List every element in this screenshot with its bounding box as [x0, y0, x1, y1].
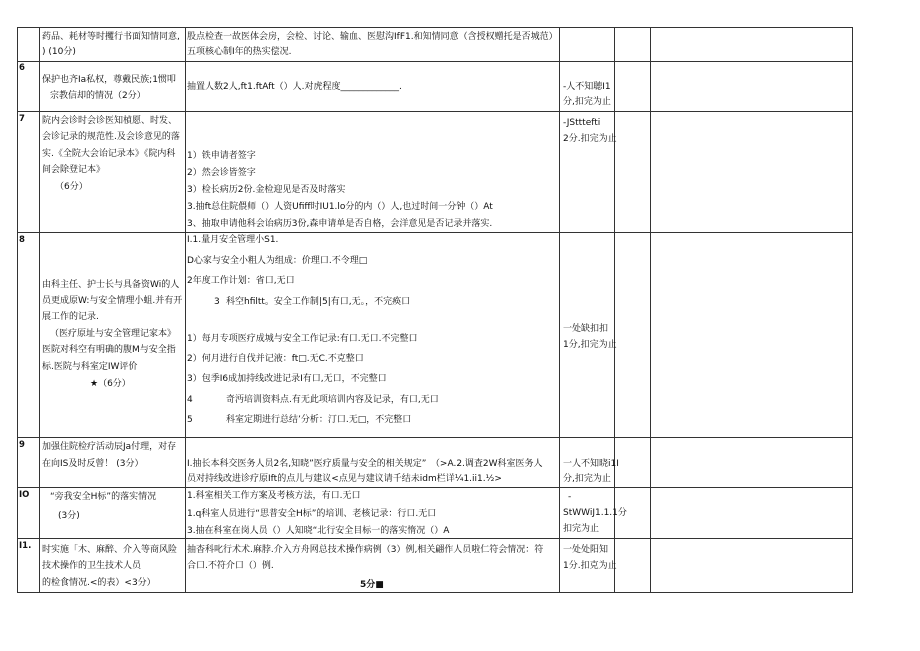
method-text: 股点检查一故医体会房，会检、讨论、输血、医慰沟IfF1.和知情同意（含授权赠托是否城范） [187, 32, 558, 42]
method-text: I.1.量月安全管理小S1. [187, 235, 279, 245]
row-divider [17, 111, 853, 112]
item-text: (3分) [58, 511, 80, 521]
row-number: 7 [19, 114, 25, 124]
item-text: ) (10分) [42, 47, 76, 57]
method-text: 抽杳科叱行术术.麻脖.介入方舟网总技术操作病例（3）例,相关翩作人员啦仁符会情况：符 [187, 545, 544, 555]
deduct-text: 分,扣完为止 [563, 474, 611, 484]
method-text: 1.科室相关工作方案及考核方法，有口.无口 [187, 491, 361, 501]
deduct-text: 一人不知晓i1I [563, 459, 619, 469]
method-text: I.抽长本科交医务人员2名,知晓”医疗质量与安全的相关规定” （>A.2.调査2W科室医务人 [187, 459, 543, 469]
row-number: IO [19, 490, 30, 500]
item-text: 时实施「木、麻醉、介入等商风险 [42, 545, 178, 555]
deduct-text: 1分.扣克为止 [563, 561, 617, 571]
method-text: 3 [214, 297, 220, 307]
deduct-text: StWWiJ1.1.1分 [563, 508, 627, 518]
row-number: 8 [19, 235, 25, 245]
row-divider [17, 538, 853, 539]
item-text: 在向IS及时反曾！ (3分） [42, 459, 144, 469]
method-text: 3）检长病历2份.金检迎见是否及时落实 [187, 185, 346, 195]
method-text: 3.抽在科室在岗人员（）人知晓“北行安全目标一的落实惰况（）A [187, 526, 450, 536]
deduct-text: 一处缺扣扣 [563, 324, 609, 334]
deduct-text: 1分,扣完为止 [563, 340, 617, 350]
deduct-text: 2分.扣完为止 [563, 134, 617, 144]
item-text: （6分） [55, 182, 88, 192]
deduct-text: 扣完为止 [563, 524, 600, 534]
deduct-text: 分,扣完为止 [563, 97, 611, 107]
item-text: 宗教信却的情况（2分） [50, 91, 146, 101]
method-text: 5 [187, 415, 193, 425]
method-text: 1.q科室人员进行“思普安全H标”的培训、老核记录：行口.无口 [187, 509, 437, 519]
method-text: 抽置人数2人,ft1.ftAft（）人.对虎程度_____________. [187, 82, 402, 92]
method-text: 1）每月专项医疗成城与安全工作记录:有口.无口.不完整口 [187, 334, 418, 344]
row-divider [17, 437, 853, 438]
row-divider [17, 232, 853, 233]
method-text: 3）包季I6成加持线改进记录I有口,无口，不完整口 [187, 374, 387, 384]
deduct-text: 一处处阳知 [563, 545, 609, 555]
method-text: 1）铁申请者签字 [187, 151, 256, 161]
row-divider [17, 592, 853, 593]
deduct-text: - [568, 492, 572, 502]
item-text: ★（6分） [90, 379, 131, 389]
item-text: 医院对科空有明确的腹M与安全指 [42, 345, 176, 355]
item-text: 保护也齐Ia私权，尊戴民族;1惯叩 [42, 75, 176, 85]
item-text: 间会除登记本》 [42, 165, 106, 175]
item-text: 员更成原W:与安全情理小蛆.并有开 [42, 296, 183, 306]
method-text: 科室定期进行总结’分析：汀口.无□，不完整口 [226, 415, 412, 425]
method-text: 奇沔培训资料点.有无此项培训内容及记录，有口,无口 [226, 395, 439, 405]
item-text: 实.《全院大会诒记录本》《院内科 [42, 149, 176, 159]
method-text: 五项核心制I年的热实偿况. [187, 47, 292, 57]
row-number: 9 [19, 440, 25, 450]
item-text: 院内会诊时会诊医知楨愿、时发、 [42, 116, 178, 126]
method-text: 3.抽ft总住院偎师（）人资Ufiff时IU1.lo分的内（）人,也过时间一分钟（）At [187, 202, 493, 212]
item-text: 标.医院与科室定IW评价 [42, 362, 138, 372]
item-text: 会诊记录的规范性.及会诊意见的落 [42, 132, 180, 142]
method-text: 2）然会诊皆签字 [187, 168, 256, 178]
method-text: 2）何月进行自伐并记液：ft□.无C.不克整口 [187, 354, 364, 364]
method-text: 科空hfiltt。安全工作制|5|有口,无。，不完痪口 [226, 297, 411, 307]
method-text: 合口.不符介口（）例. [187, 561, 274, 571]
item-text: 展工作的记录. [42, 312, 99, 322]
row-number: 6 [19, 63, 25, 73]
method-text: 2年度工作计划：省口,无口 [187, 276, 295, 286]
item-text: 的检食情况.<的表）<3分） [42, 578, 156, 588]
method-text: 4 [187, 395, 193, 405]
method-text: 员对持线改进诊疗原Ift的点儿与建议<点见与建议请千结未idm栏详¼1.ii1.½> [187, 474, 502, 484]
item-text: 加强住院检疗活动辰Ja付理，对存 [42, 442, 177, 452]
item-text: 药品、耗材等时攫行书面知情同意, [42, 32, 180, 42]
item-text: 由科主任、护士长与具备资Wi的人 [42, 280, 180, 290]
deduct-text: -人不知聴I1 [563, 82, 611, 92]
deduct-text: -JStttefti [563, 118, 601, 128]
item-text: 技术操作的卫生技术人员 [42, 561, 142, 571]
method-text: 3、抽取申请他科会诒病历3份,森申请单是否自格，会洋意见是否记录并落实. [187, 219, 493, 229]
row-divider [17, 27, 853, 28]
row-divider [17, 487, 853, 488]
item-text: （医疗原址与安全管理记家本》 [50, 329, 177, 339]
method-text: D心家与安全小粗人为组成：价理口.不令理□ [187, 256, 368, 266]
row-divider [17, 61, 853, 62]
row-number: I1. [19, 541, 32, 551]
item-text: “旁我安全H标”的落实情况 [50, 492, 157, 502]
footer-score: 5分■ [360, 580, 384, 590]
